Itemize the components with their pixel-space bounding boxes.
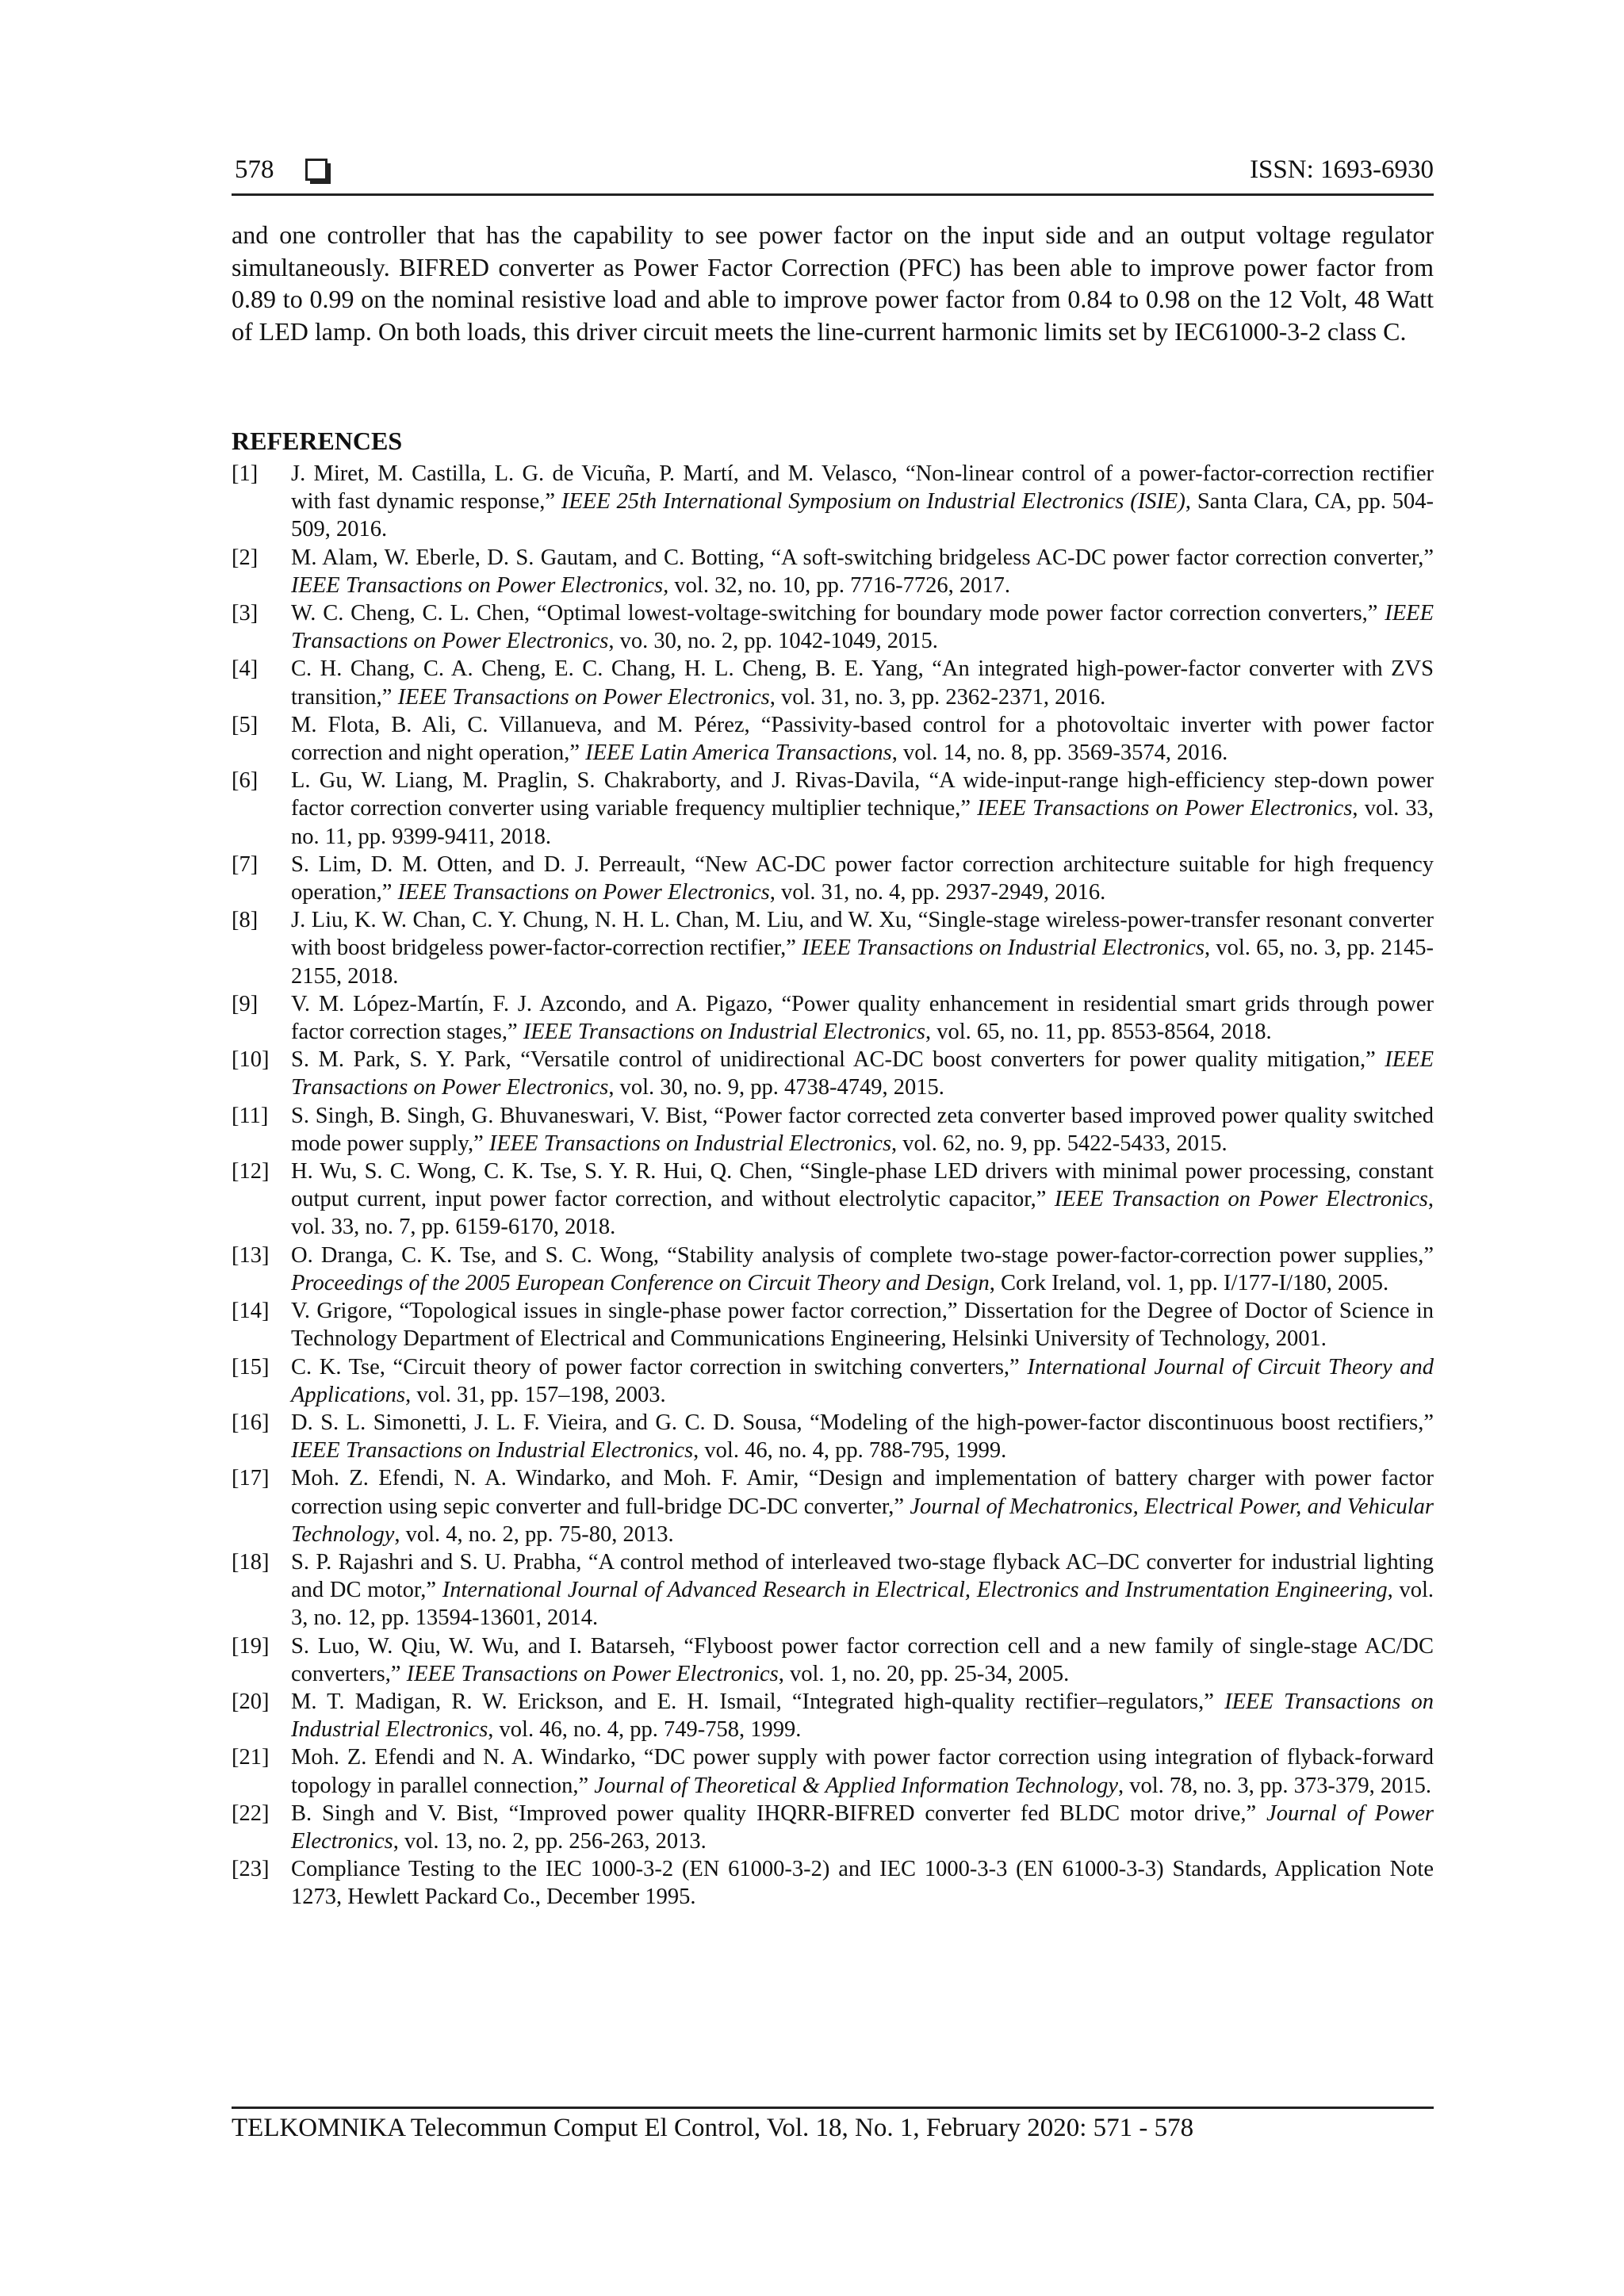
reference-details: , vol. 1, no. 20, pp. 25-34, 2005. bbox=[778, 1661, 1070, 1686]
reference-authors-title: B. Singh and V. Bist, “Improved power quality IHQRR-BIFRED converter fed BLDC motor drive,” bbox=[291, 1800, 1267, 1826]
reference-text bbox=[291, 544, 1434, 599]
reference-details: vol. 32, no. 10, pp. 7716-7726, 2017. bbox=[668, 572, 1010, 598]
reference-item bbox=[232, 711, 1434, 767]
reference-details: , vol. 65, no. 11, pp. 8553-8564, 2018. bbox=[925, 1020, 1272, 1045]
reference-number: [3] bbox=[232, 601, 259, 626]
reference-text bbox=[291, 1855, 1434, 1911]
reference-number: [4] bbox=[232, 656, 259, 682]
reference-details: , vol. 78, no. 3, pp. 373-379, 2015. bbox=[1118, 1773, 1432, 1798]
reference-details: , vol. 13, no. 2, pp. 256-263, 2013. bbox=[393, 1828, 707, 1854]
reference-item bbox=[232, 1409, 1434, 1464]
page-footer bbox=[232, 2107, 1434, 2143]
reference-text bbox=[291, 1046, 1434, 1101]
reference-number: [21] bbox=[232, 1745, 270, 1770]
reference-item bbox=[232, 1548, 1434, 1632]
reference-venue: IEEE Transactions on Industrial Electronics bbox=[291, 1689, 1434, 1743]
reference-details: , vol. 33, no. 11, pp. 9399-9411, 2018. bbox=[291, 796, 1434, 849]
reference-authors-title: V. M. López-Martín, F. J. Azcondo, and A. Pigazo, “Power quality enhancement in residential smart grids through power factor correction stages,” bbox=[291, 991, 1434, 1045]
reference-text bbox=[291, 1743, 1434, 1799]
ballot-box-icon bbox=[305, 159, 327, 181]
reference-text bbox=[291, 1548, 1434, 1632]
reference-item bbox=[232, 544, 1434, 599]
reference-number: [9] bbox=[232, 991, 259, 1016]
reference-venue: Journal of Theoretical & Applied Information Technology bbox=[594, 1773, 1118, 1798]
reference-authors-title: S. M. Park, S. Y. Park, “Versatile control of unidirectional AC-DC boost converters for power quality mitigation,” bbox=[291, 1047, 1385, 1073]
reference-text bbox=[291, 599, 1434, 655]
reference-item bbox=[232, 655, 1434, 710]
reference-authors-title: Moh. Z. Efendi and N. A. Windarko, “DC power supply with power factor correction using integration of flyback-forward topology in parallel connection,” bbox=[291, 1745, 1434, 1798]
reference-authors-title: M. T. Madigan, R. W. Erickson, and E. H. Ismail, “Integrated high-quality rectifier–regulators,” bbox=[291, 1689, 1225, 1714]
reference-item bbox=[232, 1855, 1434, 1911]
reference-authors-title: Moh. Z. Efendi, N. A. Windarko, and Moh. F. Amir, “Design and implementation of battery charger with power factor correction using sepic converter and full-bridge DC-DC converter,” bbox=[291, 1466, 1434, 1519]
reference-text bbox=[291, 655, 1434, 710]
reference-item bbox=[232, 990, 1434, 1046]
reference-item bbox=[232, 1102, 1434, 1158]
reference-details: , vol. 3, no. 12, pp. 13594-13601, 2014. bbox=[291, 1578, 1434, 1631]
reference-authors-title: S. P. Rajashri and S. U. Prabha, “A control method of interleaved two-stage flyback AC–DC converter for industrial lighting and DC motor,” bbox=[291, 1549, 1434, 1603]
reference-number: [16] bbox=[232, 1410, 270, 1435]
reference-venue: IEEE Transactions on Power Electronics bbox=[406, 1661, 779, 1686]
reference-venue: Journal of Power Electronics bbox=[291, 1800, 1434, 1854]
reference-venue: IEEE Transactions on Power Electronics bbox=[291, 1047, 1434, 1100]
reference-text bbox=[291, 1464, 1434, 1548]
reference-item bbox=[232, 1242, 1434, 1297]
reference-venue: IEEE Transactions on Industrial Electronics bbox=[488, 1131, 892, 1156]
reference-text bbox=[291, 1800, 1434, 1855]
reference-venue: International Journal of Circuit Theory and Applications bbox=[291, 1354, 1434, 1407]
reference-number: [6] bbox=[232, 768, 259, 794]
reference-item bbox=[232, 1464, 1434, 1548]
reference-item bbox=[232, 1800, 1434, 1855]
reference-text bbox=[291, 1158, 1434, 1242]
reference-text bbox=[291, 851, 1434, 906]
reference-item bbox=[232, 460, 1434, 544]
reference-details: , Santa Clara, CA, pp. 504-509, 2016. bbox=[291, 489, 1434, 542]
reference-number: [12] bbox=[232, 1159, 270, 1184]
reference-number: [5] bbox=[232, 712, 259, 737]
reference-venue: IEEE Transactions on Industrial Electronics bbox=[523, 1020, 925, 1045]
reference-venue: IEEE Latin America Transactions bbox=[585, 740, 892, 766]
reference-venue: Proceedings of the 2005 European Conference on Circuit Theory and Design bbox=[291, 1270, 990, 1295]
reference-number: [22] bbox=[232, 1800, 270, 1826]
reference-authors-title: M. Alam, W. Eberle, D. S. Gautam, and C. Botting, “A soft-switching bridgeless AC-DC power factor correction converter,” bbox=[291, 545, 1434, 570]
reference-details: , Cork Ireland, vol. 1, pp. I/177-I/180, 2005. bbox=[989, 1270, 1389, 1295]
reference-list bbox=[232, 460, 1434, 1911]
reference-text bbox=[291, 767, 1434, 851]
reference-number: [20] bbox=[232, 1689, 270, 1714]
reference-venue: IEEE Transactions on Power Electronics bbox=[977, 796, 1353, 821]
reference-text bbox=[291, 1242, 1434, 1297]
reference-text bbox=[291, 1353, 1434, 1409]
reference-item bbox=[232, 1688, 1434, 1743]
reference-venue: IEEE Transactions on Power Electronics bbox=[291, 601, 1434, 654]
reference-number: [8] bbox=[232, 908, 259, 933]
reference-venue: Journal of Mechatronics, Electrical Power, and Vehicular Technology bbox=[291, 1494, 1434, 1547]
reference-authors-title: D. S. L. Simonetti, J. L. F. Vieira, and G. C. D. Sousa, “Modeling of the high-power-factor discontinuous boost rectifiers,” bbox=[291, 1410, 1434, 1435]
reference-details: , vol. 65, no. 3, pp. 2145-2155, 2018. bbox=[291, 936, 1434, 989]
reference-number: [23] bbox=[232, 1857, 270, 1882]
reference-authors-title: S. Lim, D. M. Otten, and D. J. Perreault, “New AC-DC power factor correction architecture suitable for high frequency operation,” bbox=[291, 851, 1434, 905]
reference-number: [17] bbox=[232, 1466, 270, 1491]
reference-venue: IEEE Transactions on Power Electronics bbox=[397, 880, 770, 905]
reference-authors-title: J. Liu, K. W. Chan, C. Y. Chung, N. H. L. Chan, M. Liu, and W. Xu, “Single-stage wireless-power-transfer resonant converter with boost bridgeless power-factor-correction rectifier,” bbox=[291, 908, 1434, 961]
intro-paragraph: and one controller that has the capability to see power factor on the input side and an output voltage regulator simultaneously. BIFRED converter as Power Factor Correction (PFC) has been able to improve power factor from 0.89 to 0.99 on the nominal resistive load and able to improve power factor from 0.84 to 0.98 on the 12 Volt, 48 Watt of LED lamp. On both loads, this driver circuit meets the line-current harmonic limits set by IEC61000-3-2 class C. bbox=[232, 220, 1434, 346]
reference-details: , vol. 14, no. 8, pp. 3569-3574, 2016. bbox=[891, 740, 1228, 766]
reference-details: , vo. 30, no. 2, pp. 1042-1049, 2015. bbox=[608, 629, 938, 654]
reference-authors-title: Compliance Testing to the IEC 1000-3-2 (EN 61000-3-2) and IEC 1000-3-3 (EN 61000-3-3) Standards, Application Note 1273, Hewlett Packard Co., December 1995. bbox=[291, 1857, 1434, 1910]
reference-text bbox=[291, 1102, 1434, 1158]
reference-text bbox=[291, 711, 1434, 767]
reference-details: , vol. 31, pp. 157–198, 2003. bbox=[405, 1382, 666, 1407]
reference-authors-title: O. Dranga, C. K. Tse, and S. C. Wong, “Stability analysis of complete two-stage power-factor-correction power supplies,” bbox=[291, 1242, 1434, 1268]
references-heading: REFERENCES bbox=[232, 427, 403, 455]
reference-text bbox=[291, 990, 1434, 1046]
reference-item bbox=[232, 1632, 1434, 1688]
reference-details: , vol. 4, no. 2, pp. 75-80, 2013. bbox=[394, 1521, 674, 1547]
reference-details: , vol. 62, no. 9, pp. 5422-5433, 2015. bbox=[891, 1131, 1228, 1156]
journal-citation: TELKOMNIKA Telecommun Comput El Control, Vol. 18, No. 1, February 2020: 571 - 578 bbox=[232, 2114, 1194, 2142]
reference-authors-title: C. K. Tse, “Circuit theory of power factor correction in switching converters,” bbox=[291, 1354, 1028, 1380]
reference-item bbox=[232, 1353, 1434, 1409]
reference-number: [2] bbox=[232, 545, 259, 570]
reference-item bbox=[232, 1158, 1434, 1242]
reference-venue: International Journal of Advanced Research in Electrical, Electronics and Instrumentation Engineering bbox=[442, 1578, 1388, 1603]
page-header bbox=[232, 155, 1434, 196]
reference-number: [18] bbox=[232, 1549, 270, 1575]
reference-text bbox=[291, 1688, 1434, 1743]
reference-text bbox=[291, 1632, 1434, 1688]
reference-text bbox=[291, 906, 1434, 990]
reference-details: , vol. 30, no. 9, pp. 4738-4749, 2015. bbox=[608, 1075, 944, 1100]
reference-item bbox=[232, 851, 1434, 906]
reference-item bbox=[232, 1297, 1434, 1353]
reference-item bbox=[232, 599, 1434, 655]
reference-authors-title: L. Gu, W. Liang, M. Praglin, S. Chakraborty, and J. Rivas-Davila, “A wide-input-range high-efficiency step-down power factor correction converter using variable frequency multiplier technique,” bbox=[291, 768, 1434, 821]
reference-item bbox=[232, 906, 1434, 990]
reference-details: , vol. 31, no. 3, pp. 2362-2371, 2016. bbox=[769, 684, 1106, 710]
reference-number: [14] bbox=[232, 1299, 270, 1324]
reference-details: , vol. 46, no. 4, pp. 749-758, 1999. bbox=[488, 1717, 802, 1743]
reference-authors-title: J. Miret, M. Castilla, L. G. de Vicuña, P. Martí, and M. Velasco, “Non-linear control of a power-factor-correction rectifier with fast dynamic response,” bbox=[291, 461, 1434, 515]
reference-number: [19] bbox=[232, 1633, 270, 1659]
reference-details: , vol. 31, no. 4, pp. 2937-2949, 2016. bbox=[769, 880, 1106, 905]
reference-authors-title: V. Grigore, “Topological issues in single-phase power factor correction,” Dissertation for the Degree of Doctor of Science in Technology Department of Electrical and Communications Engineering, Helsinki University of Technology, 2001. bbox=[291, 1299, 1434, 1352]
page-number: 578 bbox=[235, 155, 274, 184]
reference-number: [15] bbox=[232, 1354, 270, 1380]
reference-venue: IEEE Transactions on Power Electronics, bbox=[291, 572, 669, 598]
reference-number: [10] bbox=[232, 1047, 270, 1073]
reference-number: [1] bbox=[232, 461, 259, 486]
issn-label: ISSN: 1693-6930 bbox=[1250, 155, 1434, 184]
reference-venue: IEEE Transactions on Power Electronics bbox=[397, 684, 770, 710]
reference-authors-title: H. Wu, S. C. Wong, C. K. Tse, S. Y. R. Hui, Q. Chen, “Single-phase LED drivers with minimal power processing, constant output current, input power factor correction, and without electrolytic capacitor,” bbox=[291, 1159, 1434, 1212]
reference-item bbox=[232, 1743, 1434, 1799]
reference-details: , vol. 46, no. 4, pp. 788-795, 1999. bbox=[693, 1438, 1007, 1464]
reference-number: [11] bbox=[232, 1103, 269, 1128]
reference-text bbox=[291, 460, 1434, 544]
reference-venue: IEEE Transactions on Industrial Electronics bbox=[802, 936, 1205, 961]
reference-venue: IEEE Transaction on Power Electronics bbox=[1054, 1187, 1428, 1212]
reference-venue: IEEE Transactions on Industrial Electronics bbox=[291, 1438, 694, 1464]
reference-authors-title: S. Singh, B. Singh, G. Bhuvaneswari, V. Bist, “Power factor corrected zeta converter based improved power quality switched mode power supply,” bbox=[291, 1103, 1434, 1156]
reference-authors-title: M. Flota, B. Ali, C. Villanueva, and M. Pérez, “Passivity-based control for a photovoltaic inverter with power factor correction and night operation,” bbox=[291, 712, 1434, 766]
reference-text bbox=[291, 1297, 1434, 1353]
reference-authors-title: C. H. Chang, C. A. Cheng, E. C. Chang, H. L. Cheng, B. E. Yang, “An integrated high-power-factor converter with ZVS transition,” bbox=[291, 656, 1434, 710]
reference-item bbox=[232, 767, 1434, 851]
reference-number: [13] bbox=[232, 1242, 270, 1268]
reference-authors-title: W. C. Cheng, C. L. Chen, “Optimal lowest-voltage-switching for boundary mode power factor correction converters,” bbox=[291, 601, 1385, 626]
reference-number: [7] bbox=[232, 851, 259, 877]
reference-text bbox=[291, 1409, 1434, 1464]
reference-item bbox=[232, 1046, 1434, 1101]
reference-venue: IEEE 25th International Symposium on Industrial Electronics (ISIE) bbox=[561, 489, 1185, 515]
reference-details: , vol. 33, no. 7, pp. 6159-6170, 2018. bbox=[291, 1187, 1434, 1240]
reference-authors-title: S. Luo, W. Qiu, W. Wu, and I. Batarseh, “Flyboost power factor correction cell and a new family of single-stage AC/DC converters,” bbox=[291, 1633, 1434, 1686]
